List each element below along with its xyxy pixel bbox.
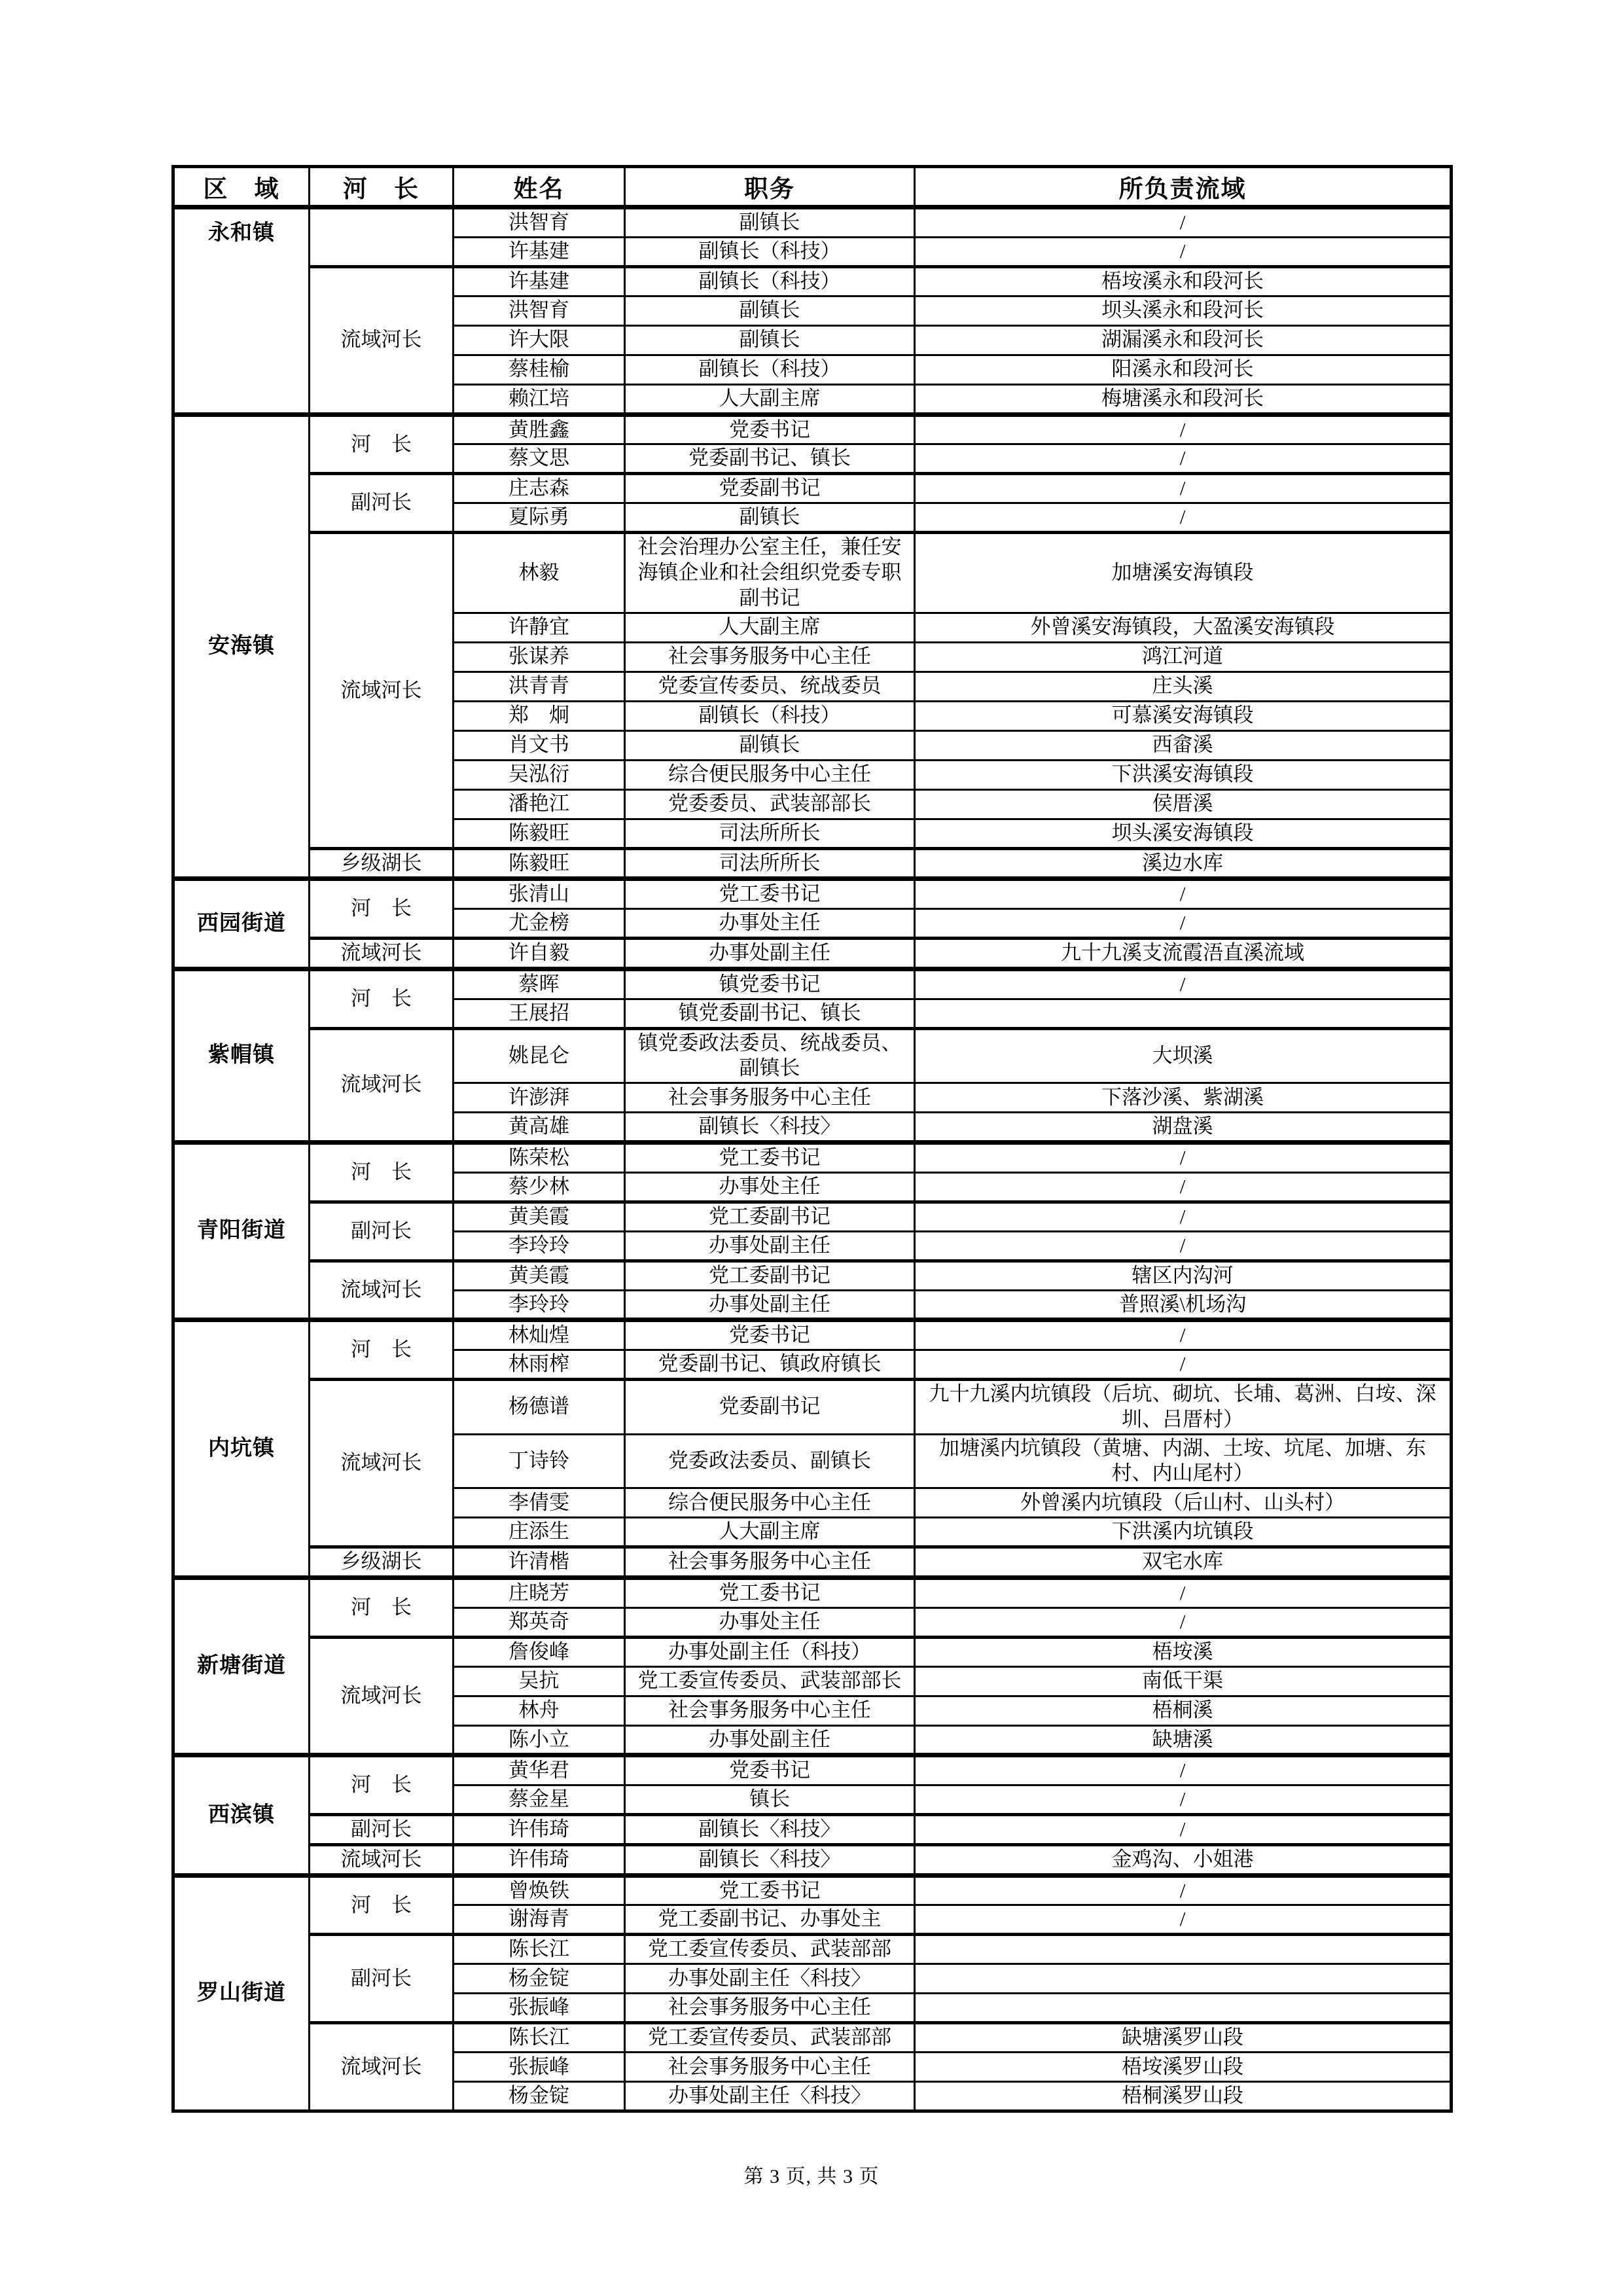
area-cell: / bbox=[915, 503, 1452, 533]
name-cell: 李倩雯 bbox=[454, 1488, 625, 1518]
position-cell: 社会事务服务中心主任 bbox=[625, 2053, 915, 2082]
table-row bbox=[173, 1028, 1452, 1083]
area-cell: 湖漏溪永和段河长 bbox=[915, 325, 1452, 355]
area-cell: / bbox=[915, 474, 1452, 503]
position-cell: 党工委宣传委员、武装部部 bbox=[625, 1935, 915, 1964]
chief-type-cell: 河 长 bbox=[310, 1875, 454, 1935]
chief-type-cell: 乡级湖长 bbox=[310, 848, 454, 879]
name-cell: 庄志森 bbox=[454, 474, 625, 503]
position-cell: 党工委副书记、办事处主 bbox=[625, 1905, 915, 1935]
position-cell: 镇党委副书记、镇长 bbox=[625, 999, 915, 1028]
position-cell: 办事处副主任 bbox=[625, 1231, 915, 1261]
region-cell: 西滨镇 bbox=[173, 1755, 310, 1875]
name-cell: 蔡少林 bbox=[454, 1172, 625, 1202]
position-cell: 社会治理办公室主任，兼任安海镇企业和社会组织党委专职副书记 bbox=[625, 533, 915, 613]
name-cell: 王展招 bbox=[454, 999, 625, 1028]
area-cell: / bbox=[915, 1607, 1452, 1637]
position-cell: 镇党委书记 bbox=[625, 969, 915, 999]
name-cell: 许基建 bbox=[454, 266, 625, 296]
name-cell: 蔡文思 bbox=[454, 444, 625, 474]
area-cell: 溪边水库 bbox=[915, 848, 1452, 879]
position-cell: 党工委宣传委员、武装部部 bbox=[625, 2023, 915, 2053]
table-row bbox=[173, 1755, 1452, 1785]
area-cell: / bbox=[915, 207, 1452, 238]
page-number: 第 3 页, 共 3 页 bbox=[743, 2166, 880, 2187]
position-cell: 党委书记 bbox=[625, 414, 915, 444]
position-cell: 镇党委政法委员、统战委员、副镇长 bbox=[625, 1028, 915, 1083]
position-cell: 副镇长（科技） bbox=[625, 701, 915, 730]
name-cell: 蔡金星 bbox=[454, 1785, 625, 1815]
region-cell: 新塘街道 bbox=[173, 1577, 310, 1755]
river-chiefs-table bbox=[171, 165, 1453, 2113]
position-cell: 副镇长〈科技〉 bbox=[625, 1844, 915, 1875]
chief-type-cell: 河 长 bbox=[310, 879, 454, 939]
name-cell: 许伟琦 bbox=[454, 1815, 625, 1845]
area-cell: / bbox=[915, 444, 1452, 474]
area-cell: 西畲溪 bbox=[915, 730, 1452, 760]
name-cell: 庄晓芳 bbox=[454, 1577, 625, 1607]
position-cell: 社会事务服务中心主任 bbox=[625, 1547, 915, 1578]
table-row bbox=[173, 1935, 1452, 1964]
area-cell: / bbox=[915, 879, 1452, 909]
name-cell: 许清楷 bbox=[454, 1547, 625, 1578]
name-cell: 詹俊峰 bbox=[454, 1637, 625, 1666]
region-cell: 内坑镇 bbox=[173, 1320, 310, 1578]
chief-type-cell: 流域河长 bbox=[310, 1637, 454, 1755]
region-cell: 罗山街道 bbox=[173, 1875, 310, 2111]
table-row bbox=[173, 1637, 1452, 1666]
chief-type-cell: 河 长 bbox=[310, 414, 454, 474]
position-cell: 党委政法委员、副镇长 bbox=[625, 1434, 915, 1488]
name-cell: 洪智育 bbox=[454, 207, 625, 238]
area-cell: 坝头溪安海镇段 bbox=[915, 819, 1452, 848]
area-cell: 鸿江河道 bbox=[915, 642, 1452, 672]
chief-type-cell: 流域河长 bbox=[310, 1380, 454, 1547]
table-row bbox=[173, 474, 1452, 503]
region-cell: 安海镇 bbox=[173, 414, 310, 879]
name-cell: 张清山 bbox=[454, 879, 625, 909]
area-cell: 湖盘溪 bbox=[915, 1113, 1452, 1143]
table-row bbox=[173, 266, 1452, 296]
name-cell: 黄高雄 bbox=[454, 1113, 625, 1143]
table-row bbox=[173, 848, 1452, 879]
chief-type-cell: 流域河长 bbox=[310, 1028, 454, 1142]
position-cell: 副镇长（科技） bbox=[625, 237, 915, 266]
position-cell: 党委委员、武装部部长 bbox=[625, 789, 915, 819]
name-cell: 陈荣松 bbox=[454, 1142, 625, 1172]
position-cell: 党委副书记 bbox=[625, 474, 915, 503]
position-cell: 党工委副书记 bbox=[625, 1202, 915, 1231]
name-cell: 吴抗 bbox=[454, 1666, 625, 1696]
area-cell: 阳溪永和段河长 bbox=[915, 355, 1452, 384]
chief-type-cell: 流域河长 bbox=[310, 266, 454, 414]
column-header-1: 河 长 bbox=[310, 167, 454, 207]
position-cell: 党委副书记、镇政府镇长 bbox=[625, 1350, 915, 1380]
name-cell: 黄美霞 bbox=[454, 1202, 625, 1231]
position-cell: 党工委书记 bbox=[625, 1875, 915, 1905]
position-cell: 副镇长〈科技〉 bbox=[625, 1113, 915, 1143]
name-cell: 张谋养 bbox=[454, 642, 625, 672]
name-cell: 杨金锭 bbox=[454, 2082, 625, 2111]
area-cell: 梧垵溪永和段河长 bbox=[915, 266, 1452, 296]
name-cell: 张振峰 bbox=[454, 1994, 625, 2023]
name-cell: 陈毅旺 bbox=[454, 819, 625, 848]
position-cell: 社会事务服务中心主任 bbox=[625, 1696, 915, 1725]
position-cell: 人大副主席 bbox=[625, 613, 915, 642]
table-row bbox=[173, 1261, 1452, 1290]
area-cell bbox=[915, 1964, 1452, 1994]
area-cell: 辖区内沟河 bbox=[915, 1261, 1452, 1290]
area-cell: / bbox=[915, 1231, 1452, 1261]
chief-type-cell: 流域河长 bbox=[310, 2023, 454, 2111]
area-cell: / bbox=[915, 1320, 1452, 1350]
chief-type-cell: 流域河长 bbox=[310, 1261, 454, 1320]
chief-type-cell: 河 长 bbox=[310, 1320, 454, 1380]
name-cell: 陈小立 bbox=[454, 1725, 625, 1755]
position-cell: 副镇长 bbox=[625, 296, 915, 325]
area-cell: / bbox=[915, 414, 1452, 444]
position-cell: 副镇长 bbox=[625, 730, 915, 760]
name-cell: 许伟琦 bbox=[454, 1844, 625, 1875]
area-cell: 庄头溪 bbox=[915, 672, 1452, 701]
area-cell: 坝头溪永和段河长 bbox=[915, 296, 1452, 325]
chief-type-cell: 河 长 bbox=[310, 1755, 454, 1815]
position-cell: 综合便民服务中心主任 bbox=[625, 1488, 915, 1518]
name-cell: 洪青青 bbox=[454, 672, 625, 701]
position-cell: 社会事务服务中心主任 bbox=[625, 1994, 915, 2023]
region-cell: 西园街道 bbox=[173, 879, 310, 969]
position-cell: 人大副主席 bbox=[625, 1518, 915, 1547]
position-cell: 人大副主席 bbox=[625, 384, 915, 414]
position-cell: 办事处副主任 bbox=[625, 1725, 915, 1755]
position-cell: 社会事务服务中心主任 bbox=[625, 642, 915, 672]
table-row bbox=[173, 1202, 1452, 1231]
position-cell: 办事处主任 bbox=[625, 1607, 915, 1637]
area-cell: 下洪溪内坑镇段 bbox=[915, 1518, 1452, 1547]
name-cell: 杨德谱 bbox=[454, 1380, 625, 1435]
table-row bbox=[173, 414, 1452, 444]
position-cell: 党委副书记 bbox=[625, 1380, 915, 1435]
area-cell: 梧垵溪罗山段 bbox=[915, 2053, 1452, 2082]
area-cell: 梧桐溪 bbox=[915, 1696, 1452, 1725]
area-cell: 加塘溪内坑镇段（黄塘、内湖、土垵、坑尾、加塘、东村、内山尾村） bbox=[915, 1434, 1452, 1488]
chief-type-cell: 流域河长 bbox=[310, 1844, 454, 1875]
area-cell: / bbox=[915, 237, 1452, 266]
position-cell: 办事处副主任 bbox=[625, 939, 915, 969]
position-cell: 党委书记 bbox=[625, 1320, 915, 1350]
name-cell: 尤金榜 bbox=[454, 909, 625, 939]
chief-type-cell: 河 长 bbox=[310, 969, 454, 1028]
chief-type-cell: 河 长 bbox=[310, 1577, 454, 1637]
position-cell: 党委书记 bbox=[625, 1755, 915, 1785]
position-cell: 副镇长 bbox=[625, 207, 915, 238]
area-cell: 侯厝溪 bbox=[915, 789, 1452, 819]
name-cell: 庄添生 bbox=[454, 1518, 625, 1547]
area-cell: 下洪溪安海镇段 bbox=[915, 760, 1452, 789]
table-row bbox=[173, 1547, 1452, 1578]
area-cell: / bbox=[915, 1875, 1452, 1905]
position-cell: 司法所所长 bbox=[625, 819, 915, 848]
area-cell: / bbox=[915, 1142, 1452, 1172]
position-cell: 党委副书记、镇长 bbox=[625, 444, 915, 474]
name-cell: 李玲玲 bbox=[454, 1231, 625, 1261]
position-cell: 办事处主任 bbox=[625, 909, 915, 939]
name-cell: 许自毅 bbox=[454, 939, 625, 969]
area-cell: / bbox=[915, 1202, 1452, 1231]
area-cell: / bbox=[915, 1905, 1452, 1935]
name-cell: 潘艳江 bbox=[454, 789, 625, 819]
position-cell: 党工委副书记 bbox=[625, 1261, 915, 1290]
area-cell: 外曾溪安海镇段，大盈溪安海镇段 bbox=[915, 613, 1452, 642]
area-cell: 下落沙溪、紫湖溪 bbox=[915, 1083, 1452, 1113]
area-cell bbox=[915, 999, 1452, 1028]
position-cell: 办事处副主任〈科技〉 bbox=[625, 1964, 915, 1994]
area-cell: 缺塘溪罗山段 bbox=[915, 2023, 1452, 2053]
position-cell: 副镇长〈科技〉 bbox=[625, 1815, 915, 1845]
area-cell: 外曾溪内坑镇段（后山村、山头村） bbox=[915, 1488, 1452, 1518]
position-cell: 办事处副主任（科技） bbox=[625, 1637, 915, 1666]
area-cell: 加塘溪安海镇段 bbox=[915, 533, 1452, 613]
position-cell: 办事处副主任 bbox=[625, 1290, 915, 1320]
column-header-3: 职务 bbox=[625, 167, 915, 207]
area-cell: 双宅水库 bbox=[915, 1547, 1452, 1578]
river-chiefs-table-container bbox=[171, 165, 1450, 2113]
table-row bbox=[173, 969, 1452, 999]
name-cell: 郑 炯 bbox=[454, 701, 625, 730]
region-cell: 青阳街道 bbox=[173, 1142, 310, 1320]
column-header-0: 区 域 bbox=[173, 167, 310, 207]
table-row bbox=[173, 1142, 1452, 1172]
column-header-4: 所负责流域 bbox=[915, 167, 1452, 207]
table-row bbox=[173, 1577, 1452, 1607]
chief-type-cell: 副河长 bbox=[310, 1202, 454, 1261]
region-cell: 紫帽镇 bbox=[173, 969, 310, 1142]
name-cell: 林灿煌 bbox=[454, 1320, 625, 1350]
name-cell: 林舟 bbox=[454, 1696, 625, 1725]
area-cell: / bbox=[915, 1172, 1452, 1202]
name-cell: 陈毅旺 bbox=[454, 848, 625, 879]
area-cell: 九十九溪支流霞浯直溪流域 bbox=[915, 939, 1452, 969]
name-cell: 黄美霞 bbox=[454, 1261, 625, 1290]
area-cell bbox=[915, 1994, 1452, 2023]
area-cell: / bbox=[915, 909, 1452, 939]
region-cell: 永和镇 bbox=[173, 207, 310, 415]
position-cell: 党工委书记 bbox=[625, 1142, 915, 1172]
position-cell: 副镇长 bbox=[625, 503, 915, 533]
column-header-2: 姓名 bbox=[454, 167, 625, 207]
name-cell: 郑英奇 bbox=[454, 1607, 625, 1637]
position-cell: 副镇长（科技） bbox=[625, 266, 915, 296]
name-cell: 林毅 bbox=[454, 533, 625, 613]
name-cell: 姚昆仑 bbox=[454, 1028, 625, 1083]
area-cell: 梧垵溪 bbox=[915, 1637, 1452, 1666]
name-cell: 黄胜鑫 bbox=[454, 414, 625, 444]
table-row bbox=[173, 939, 1452, 969]
area-cell: 南低干渠 bbox=[915, 1666, 1452, 1696]
name-cell: 许静宜 bbox=[454, 613, 625, 642]
area-cell: 梧桐溪罗山段 bbox=[915, 2082, 1452, 2111]
chief-type-cell: 河 长 bbox=[310, 1142, 454, 1202]
area-cell: / bbox=[915, 1577, 1452, 1607]
chief-type-cell: 乡级湖长 bbox=[310, 1547, 454, 1578]
position-cell: 综合便民服务中心主任 bbox=[625, 760, 915, 789]
chief-type-cell: 流域河长 bbox=[310, 533, 454, 848]
name-cell: 许大限 bbox=[454, 325, 625, 355]
chief-type-cell bbox=[310, 207, 454, 267]
name-cell: 李玲玲 bbox=[454, 1290, 625, 1320]
position-cell: 党工委宣传委员、武装部部长 bbox=[625, 1666, 915, 1696]
area-cell: 可慕溪安海镇段 bbox=[915, 701, 1452, 730]
chief-type-cell: 副河长 bbox=[310, 1815, 454, 1845]
name-cell: 肖文书 bbox=[454, 730, 625, 760]
area-cell: / bbox=[915, 1755, 1452, 1785]
position-cell: 党委宣传委员、统战委员 bbox=[625, 672, 915, 701]
position-cell: 党工委书记 bbox=[625, 1577, 915, 1607]
area-cell: / bbox=[915, 1785, 1452, 1815]
table-row bbox=[173, 1844, 1452, 1875]
name-cell: 黄华君 bbox=[454, 1755, 625, 1785]
chief-type-cell: 流域河长 bbox=[310, 939, 454, 969]
table-row bbox=[173, 1815, 1452, 1845]
name-cell: 林雨榨 bbox=[454, 1350, 625, 1380]
table-row bbox=[173, 533, 1452, 613]
position-cell: 副镇长 bbox=[625, 325, 915, 355]
area-cell: 大坝溪 bbox=[915, 1028, 1452, 1083]
position-cell: 办事处主任 bbox=[625, 1172, 915, 1202]
chief-type-cell: 副河长 bbox=[310, 474, 454, 533]
table-header bbox=[173, 167, 1452, 207]
position-cell: 党工委书记 bbox=[625, 879, 915, 909]
name-cell: 赖江培 bbox=[454, 384, 625, 414]
name-cell: 许基建 bbox=[454, 237, 625, 266]
name-cell: 陈长江 bbox=[454, 1935, 625, 1964]
area-cell: / bbox=[915, 969, 1452, 999]
chief-type-cell: 副河长 bbox=[310, 1935, 454, 2023]
position-cell: 司法所所长 bbox=[625, 848, 915, 879]
name-cell: 吴泓衍 bbox=[454, 760, 625, 789]
name-cell: 陈长江 bbox=[454, 2023, 625, 2053]
name-cell: 曾焕铁 bbox=[454, 1875, 625, 1905]
table-row bbox=[173, 1380, 1452, 1435]
name-cell: 许澎湃 bbox=[454, 1083, 625, 1113]
area-cell: 九十九溪内坑镇段（后坑、砌坑、长埔、葛洲、白垵、深圳、吕厝村） bbox=[915, 1380, 1452, 1435]
name-cell: 蔡晖 bbox=[454, 969, 625, 999]
area-cell: 普照溪\机场沟 bbox=[915, 1290, 1452, 1320]
position-cell: 办事处副主任〈科技〉 bbox=[625, 2082, 915, 2111]
area-cell: 梅塘溪永和段河长 bbox=[915, 384, 1452, 414]
name-cell: 杨金锭 bbox=[454, 1964, 625, 1994]
table-row bbox=[173, 879, 1452, 909]
table-row bbox=[173, 207, 1452, 238]
table-row bbox=[173, 1320, 1452, 1350]
name-cell: 丁诗铃 bbox=[454, 1434, 625, 1488]
name-cell: 洪智育 bbox=[454, 296, 625, 325]
area-cell bbox=[915, 1935, 1452, 1964]
area-cell: / bbox=[915, 1815, 1452, 1845]
position-cell: 社会事务服务中心主任 bbox=[625, 1083, 915, 1113]
position-cell: 副镇长（科技） bbox=[625, 355, 915, 384]
table-row bbox=[173, 1875, 1452, 1905]
name-cell: 蔡桂榆 bbox=[454, 355, 625, 384]
area-cell: 金鸡沟、小姐港 bbox=[915, 1844, 1452, 1875]
name-cell: 谢海青 bbox=[454, 1905, 625, 1935]
table-row bbox=[173, 2023, 1452, 2053]
name-cell: 夏际勇 bbox=[454, 503, 625, 533]
area-cell: 缺塘溪 bbox=[915, 1725, 1452, 1755]
area-cell: / bbox=[915, 1350, 1452, 1380]
name-cell: 张振峰 bbox=[454, 2053, 625, 2082]
position-cell: 镇长 bbox=[625, 1785, 915, 1815]
